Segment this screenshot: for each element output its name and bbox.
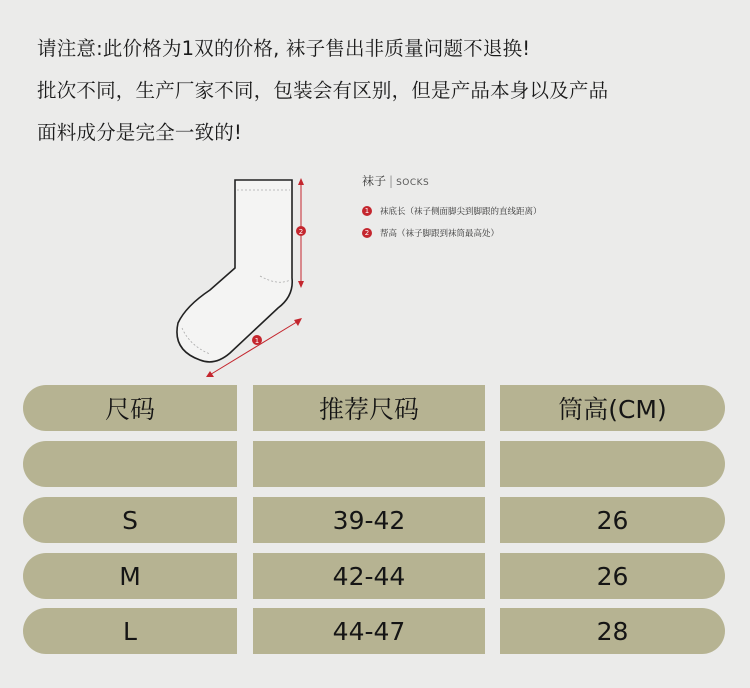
row-l-height: 28	[500, 608, 725, 654]
legend-title	[362, 172, 542, 189]
table-spacer-cell	[500, 441, 725, 487]
marker-2: 2	[298, 228, 304, 236]
legend-item-text: 帮高（袜子脚跟到袜筒最高处）	[380, 229, 500, 239]
row-m-recommended: 42-44	[253, 553, 485, 599]
legend-marker-icon: 1	[362, 206, 372, 216]
height-arrow-icon	[296, 178, 306, 288]
row-m-size: M	[23, 553, 237, 599]
legend-item	[362, 205, 542, 217]
notice-text	[37, 28, 737, 154]
notice-line-1: 请注意:此价格为1双的价格, 袜子售出非质量问题不退换!	[37, 37, 531, 60]
row-l-size: L	[23, 608, 237, 654]
legend-item-text: 袜底长（袜子侧面脚尖到脚跟的直线距离）	[380, 207, 542, 217]
row-l-recommended: 44-47	[253, 608, 485, 654]
table-spacer-cell	[253, 441, 485, 487]
legend-marker-icon: 2	[362, 228, 372, 238]
legend-title-en: SOCKS	[396, 178, 430, 188]
sock-diagram	[160, 168, 330, 383]
legend-item	[362, 227, 542, 239]
table-spacer-cell	[23, 441, 237, 487]
legend-divider: |	[389, 174, 394, 188]
marker-1: 1	[254, 337, 260, 345]
row-s-size: S	[23, 497, 237, 543]
row-s-recommended: 39-42	[253, 497, 485, 543]
header-size: 尺码	[23, 385, 237, 431]
notice-line-2: 批次不同，生产厂家不同，包装会有区别，但是产品本身以及产品	[37, 79, 609, 102]
size-legend	[362, 172, 542, 249]
notice-line-3: 面料成分是完全一致的!	[37, 121, 243, 144]
sock-outline-icon	[177, 180, 292, 362]
row-s-height: 26	[500, 497, 725, 543]
row-m-height: 26	[500, 553, 725, 599]
header-recommended-size: 推荐尺码	[253, 385, 485, 431]
legend-title-cn: 袜子	[362, 174, 387, 188]
header-tube-height: 筒高(CM)	[500, 385, 725, 431]
